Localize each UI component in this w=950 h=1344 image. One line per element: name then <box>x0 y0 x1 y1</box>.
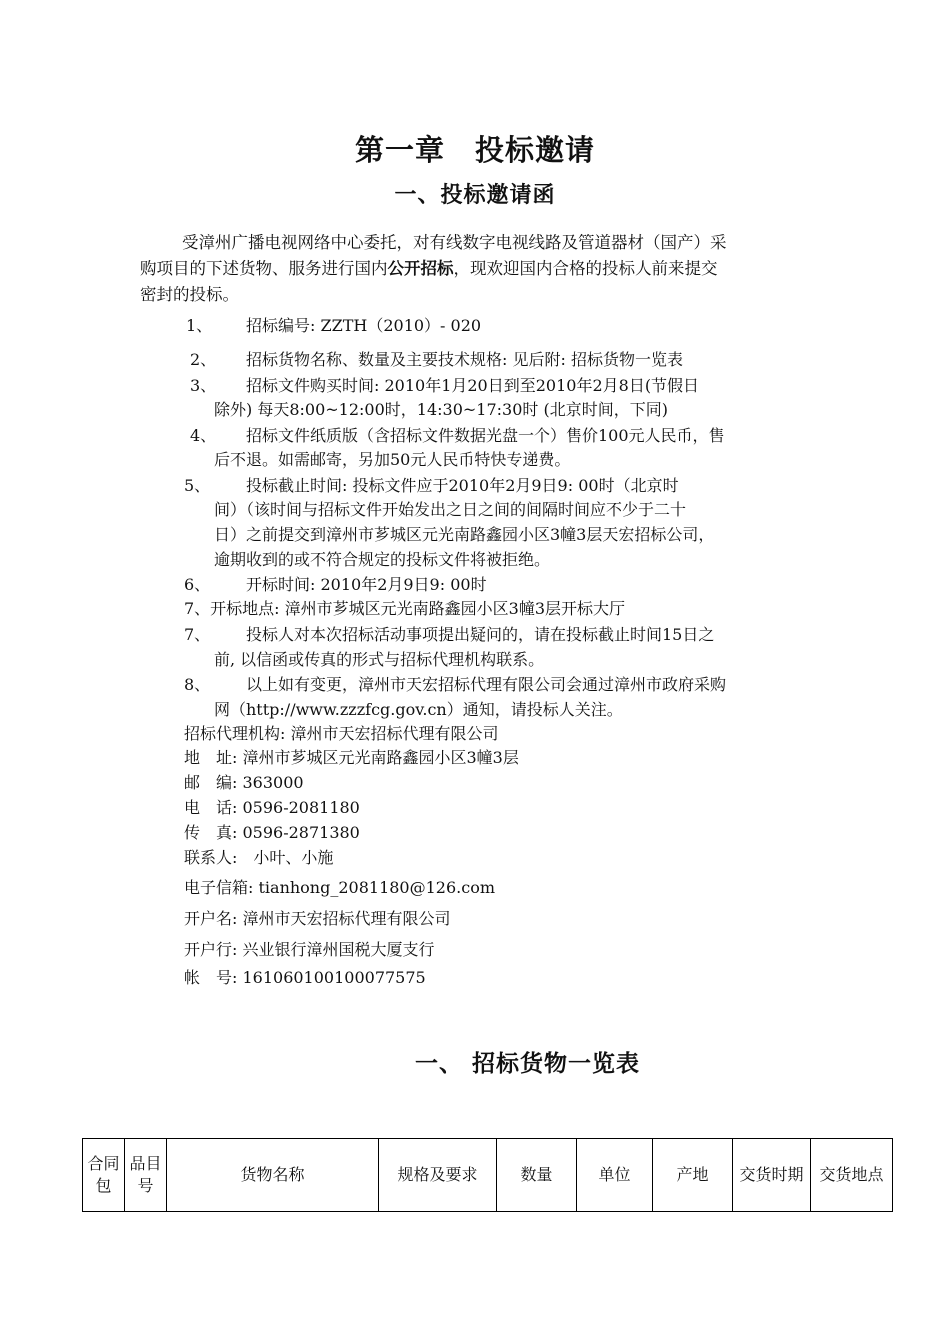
item-7-location: 7、开标地点: 漳州市芗城区元光南路鑫园小区3幢3层开标大厅 <box>184 599 626 618</box>
account-name-line: 开户名: 漳州市天宏招标代理有限公司 <box>184 909 451 928</box>
item-2-number: 2、 <box>190 350 217 369</box>
header-contract-package: 合同包 <box>83 1139 125 1212</box>
phone-line: 电 话: 0596-2081180 <box>184 798 360 817</box>
goods-table <box>82 1138 893 1212</box>
item-5-continuation-1: 间）（该时间与招标文件开始发出之日之间的间隔时间应不少于二十 <box>214 500 687 519</box>
intro-line-2-bold: 公开招标 <box>387 259 454 278</box>
item-3-continuation: 除外) 每天8:00~12:00时，14:30~17:30时 (北京时间，下同) <box>214 400 668 419</box>
item-6-number: 6、 <box>184 575 211 594</box>
item-8 <box>184 673 726 697</box>
header-unit: 单位 <box>577 1139 653 1212</box>
item-7b-text: 投标人对本次招标活动事项提出疑问的，请在投标截止时间15日之 <box>246 625 715 644</box>
goods-table-header-row <box>83 1139 893 1212</box>
header-specs: 规格及要求 <box>379 1139 497 1212</box>
intro-line-2-a: 购项目的下述货物、服务进行国内 <box>140 259 388 278</box>
item-5-continuation-3: 逾期收到的或不符合规定的投标文件将被拒绝。 <box>214 550 551 569</box>
email-line: 电子信箱: tianhong_2081180@126.com <box>184 878 496 897</box>
item-1-text: 招标编号: ZZTH（2010）- 020 <box>246 316 482 335</box>
section-title: 一、投标邀请函 <box>394 182 556 208</box>
intro-line-2 <box>140 256 830 281</box>
goods-list-title: 一、 招标货物一览表 <box>415 1050 641 1077</box>
item-3-number: 3、 <box>190 376 217 395</box>
item-4-number: 4、 <box>190 426 217 445</box>
postcode-line: 邮 编: 363000 <box>184 773 304 792</box>
item-7b-number: 7、 <box>184 625 211 644</box>
agency-line: 招标代理机构: 漳州市天宏招标代理有限公司 <box>184 724 499 743</box>
header-goods-name: 货物名称 <box>167 1139 379 1212</box>
item-5-continuation-2: 日）之前提交到漳州市芗城区元光南路鑫园小区3幢3层天宏招标公司， <box>214 525 715 544</box>
item-5 <box>184 474 679 498</box>
intro-line-1: 受漳州广播电视网络中心委托，对有线数字电视线路及管道器材（国产）采 <box>182 233 727 252</box>
item-3 <box>190 374 699 398</box>
account-number-line: 帐 号: 161060100100077575 <box>184 968 426 987</box>
item-8-continuation: 网（http://www.zzzfcg.gov.cn）通知，请投标人关注。 <box>214 700 623 719</box>
chapter-title: 第一章 投标邀请 <box>354 133 595 167</box>
fax-line: 传 真: 0596-2871380 <box>184 823 360 842</box>
intro-line-3: 密封的投标。 <box>140 285 239 304</box>
item-8-number: 8、 <box>184 675 211 694</box>
header-item-number: 品目号 <box>125 1139 167 1212</box>
bank-line: 开户行: 兴业银行漳州国税大厦支行 <box>184 940 435 959</box>
item-7b-continuation: 前, 以信函或传真的形式与招标代理机构联系。 <box>214 650 545 669</box>
item-8-text: 以上如有变更，漳州市天宏招标代理有限公司会通过漳州市政府采购 <box>246 675 727 694</box>
item-2-text: 招标货物名称、数量及主要技术规格: 见后附: 招标货物一览表 <box>246 350 683 369</box>
intro-line-2-b: ，现欢迎国内合格的投标人前来提交 <box>453 259 718 278</box>
item-6-text: 开标时间: 2010年2月9日9: 00时 <box>246 575 487 594</box>
item-2 <box>190 348 683 372</box>
item-4-continuation: 后不退。如需邮寄，另加50元人民币特快专递费。 <box>214 450 571 469</box>
item-7-questions <box>184 623 714 647</box>
item-6 <box>184 573 487 597</box>
item-1 <box>186 314 481 338</box>
header-origin: 产地 <box>653 1139 733 1212</box>
address-line: 地 址: 漳州市芗城区元光南路鑫园小区3幢3层 <box>184 748 519 767</box>
header-delivery-place: 交货地点 <box>811 1139 893 1212</box>
item-5-number: 5、 <box>184 476 211 495</box>
item-3-text: 招标文件购买时间: 2010年1月20日到至2010年2月8日(节假日 <box>246 376 700 395</box>
header-delivery-time: 交货时期 <box>733 1139 811 1212</box>
item-5-text: 投标截止时间: 投标文件应于2010年2月9日9: 00时（北京时 <box>246 476 679 495</box>
item-4-text: 招标文件纸质版（含招标文件数据光盘一个）售价100元人民币，售 <box>246 426 725 445</box>
contact-person-line: 联系人: 小叶、小施 <box>184 848 334 867</box>
item-4 <box>190 424 725 448</box>
item-1-number: 1、 <box>186 316 213 335</box>
header-quantity: 数量 <box>497 1139 577 1212</box>
